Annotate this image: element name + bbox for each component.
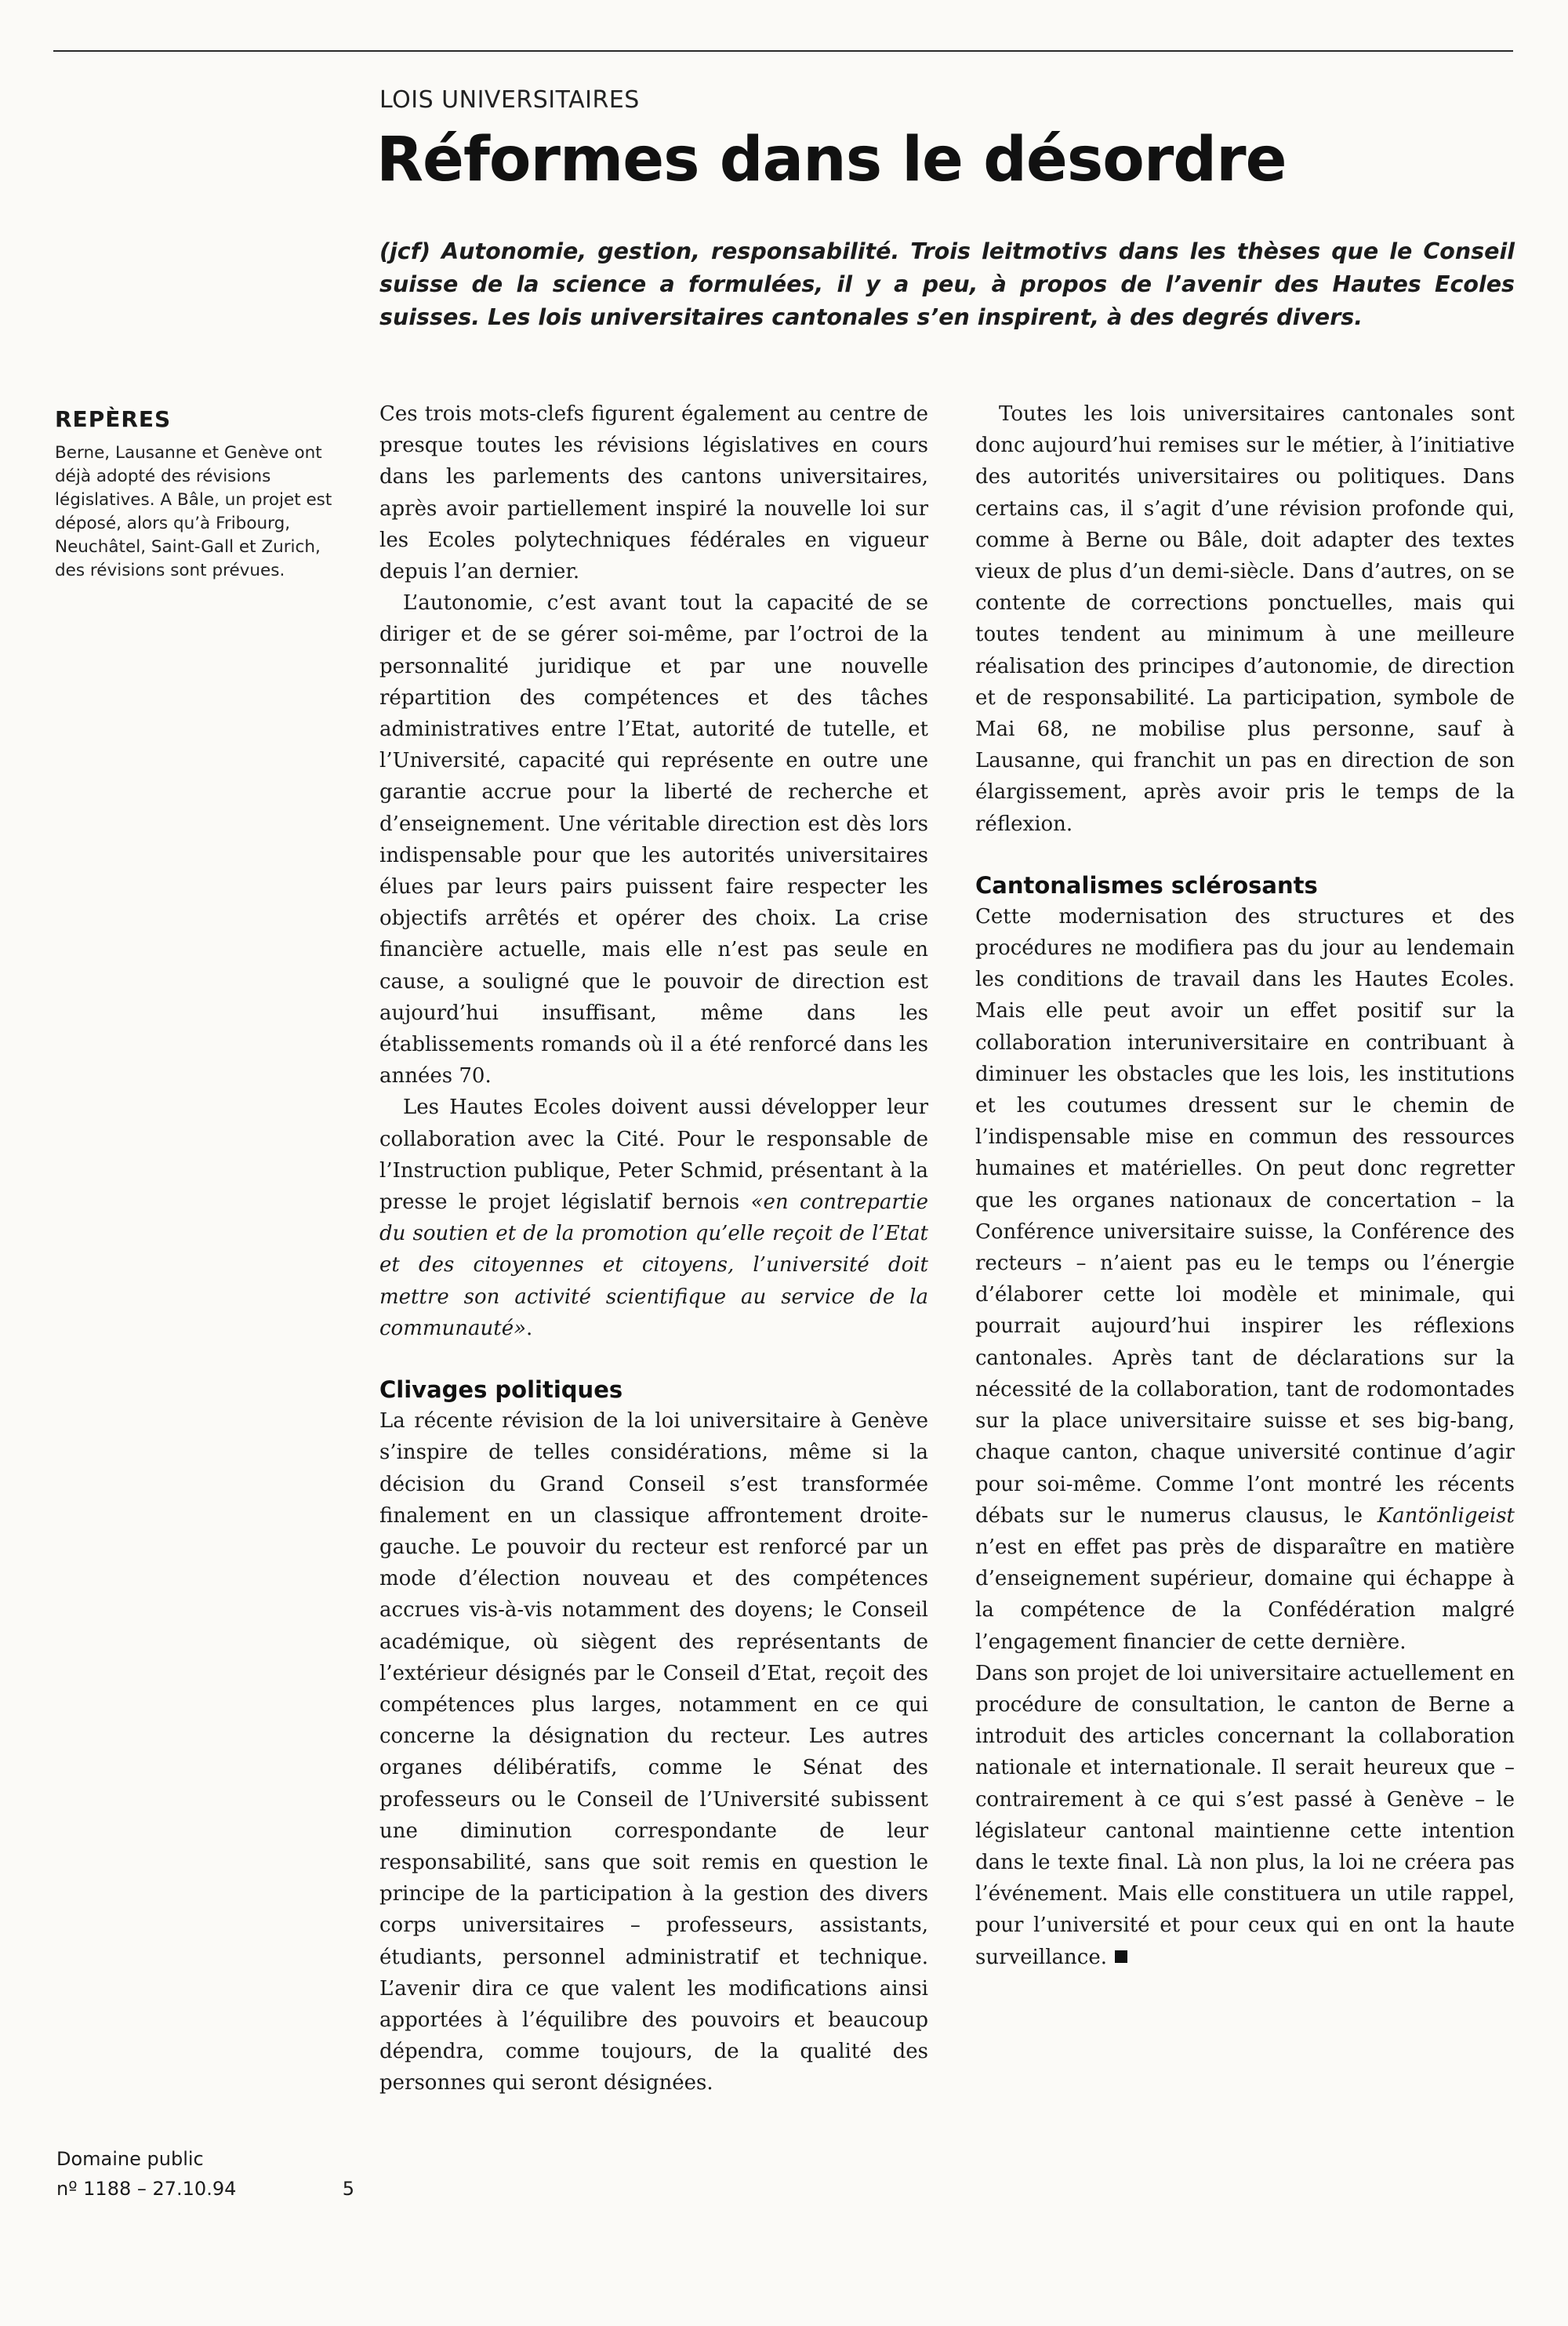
- publication-name: Domaine public: [56, 2148, 204, 2170]
- quote: «en contrepartie du soutien et de la promotion qu’elle reçoit de l’Etat et des citoyennes et citoyens, l’université doit mettre son activité scientifique au service de la communauté»: [379, 1190, 928, 1340]
- footer-issue-row: [56, 2174, 354, 2204]
- page-footer: [56, 2144, 354, 2204]
- subheading-clivages: Clivages politiques: [379, 1376, 623, 1404]
- issue-number: nº 1188 – 27.10.94: [56, 2178, 237, 2200]
- paragraph-text: n’est en effet pas près de disparaître en matière d’enseignement supérieur, domaine qui échappe à la compétence de la Confédération malgré l’engagement financier de cette dernière.: [975, 1535, 1515, 1654]
- section-kicker: LOIS UNIVERSITAIRES: [379, 86, 640, 114]
- sidebar-heading: REPÈRES: [55, 406, 172, 432]
- top-rule: [53, 50, 1513, 52]
- paragraph: Toutes les lois universitaires cantonales sont donc aujourd’hui remises sur le métier, à l’initiative des autorités universitaires ou politiques. Dans certains cas, il s’agit d’une révision profonde qui, comme à Berne ou Bâle, doit adapter des textes vieux de plus d’un demi-siècle. Dans d’autres, on se contente de corrections ponctuelles, mais qui toutes tendent au minimum à une meilleure réalisation des principes d’autonomie, de direction et de responsabilité. La participation, symbole de Mai 68, ne mobilise plus personne, sauf à Lausanne, qui franchit un pas en direction de son élargissement, après avoir pris le temps de la réflexion.: [975, 402, 1515, 836]
- italic-term: Kantönligeist: [1377, 1503, 1515, 1528]
- article-column-1: [379, 398, 928, 2099]
- paragraph-text: .: [526, 1316, 533, 1340]
- paragraph: La récente révision de la loi universitaire à Genève s’inspire de telles considérations, même si la décision du Grand Conseil s’est transformée finalement en un classique affrontement droite-gauche. Le pouvoir du recteur est renforcé par un mode d’élection nouveau et des compétences accrues vis-à-vis notamment des doyens; le Conseil académique, où siègent des représentants de l’extérieur désignés par le Conseil d’Etat, reçoit des compétences plus larges, notamment en ce qui concerne la désignation du recteur. Les autres organes délibératifs, comme le Sénat des professeurs ou le Conseil de l’Université subissent une diminution correspondante de leur responsabilité, sans que soit remis en question le principe de la participation à la gestion des divers corps universitaires – professeurs, assistants, étudiants, personnel administratif et technique. L’avenir dira ce que valent les modifications ainsi apportées à l’équilibre des pouvoirs et beaucoup dépendra, comme toujours, de la qualité des personnes qui seront désignées.: [379, 1409, 928, 2095]
- paragraph-text: Cette modernisation des structures et des procédures ne modifiera pas du jour au lendemain les conditions de travail dans les Hautes Ecoles. Mais elle peut avoir un effet positif sur la collaboration interuniversitaire en contribuant à diminuer les obstacles que les lois, les institutions et les coutumes dressent sur le chemin de l’indispensable mise en commun des ressources humaines et matérielles. On peut donc regretter que les organes nationaux de concertation – la Conférence universitaire suisse, la Conférence des recteurs – n’aient pas eu le temps ou l’énergie d’élaborer cette loi modèle et minimale, qui pourrait aujourd’hui inspirer les réflexions cantonales. Après tant de déclarations sur la nécessité de la collaboration, tant de rodomontades sur la place universitaire suisse et ses big-bang, chaque canton, chaque université continue d’agir pour soi-même. Comme l’ont montré les récents débats sur le numerus clausus, le: [975, 904, 1515, 1528]
- end-of-article-mark: [1115, 1950, 1127, 1963]
- sidebar-text: Berne, Lausanne et Genève ont déjà adopté des révisions législatives. A Bâle, un projet est déposé, alors qu’à Fribourg, Neuchâtel, Saint-Gall et Zurich, des révisions sont prévues.: [55, 443, 332, 580]
- paragraph: L’autonomie, c’est avant tout la capacité de se diriger et de se gérer soi-même, par l’octroi de la personnalité juridique et par une nouvelle répartition des compétences et des tâches administratives entre l’Etat, autorité de tutelle, et l’Université, capacité qui représente en outre une garantie accrue pour la liberté de recherche et d’enseignement. Une véritable direction est dès lors indispensable pour que les autorités universitaires élues par leurs pairs puissent faire respecter les objectifs arrêtés et opérer des choix. La crise financière actuelle, mais elle n’est pas seule en cause, a souligné que le pouvoir de direction est aujourd’hui insuffisant, même dans les établissements romands où il a été renforcé dans les années 70.: [379, 591, 928, 1088]
- paragraph-text: Les Hautes Ecoles doivent aussi développer leur collaboration avec la Cité. Pour le responsable de l’Instruction publique, Peter Schmid, présentant à la presse le projet législatif bernois: [379, 1096, 928, 1215]
- paragraph-text: Dans son projet de loi universitaire actuellement en procédure de consultation, le canton de Berne a introduit des articles concernant la collaboration nationale et internationale. Il serait heureux que – contrairement à ce qui s’est passé à Genève – le législateur cantonal maintienne cette intention dans le texte final. Là non plus, la loi ne créera pas l’événement. Mais elle constituera un utile rappel, pour l’université et pour ceux qui en ont la haute surveillance.: [975, 1661, 1515, 1969]
- page-number: 5: [342, 2178, 354, 2200]
- paragraph: Ces trois mots-clefs figurent également au centre de presque toutes les révisions législatives en cours dans les parlements des cantons universitaires, après avoir partiellement inspiré la nouvelle loi sur les Ecoles polytechniques fédérales en vigueur depuis l’an dernier.: [379, 402, 928, 584]
- article-lede: (jcf) Autonomie, gestion, responsabilité. Trois leitmotivs dans les thèses que le Conseil suisse de la science a formulées, il y a peu, à propos de l’avenir des Hautes Ecoles suisses. Les lois universitaires cantonales s’en inspirent, à des degrés divers.: [379, 238, 1515, 330]
- paragraph: [379, 1092, 928, 1344]
- subheading-cantonalismes: Cantonalismes sclérosants: [975, 871, 1318, 899]
- sidebar-reperes: [55, 406, 337, 583]
- article-column-2: [975, 398, 1515, 1973]
- article-title: Réformes dans le désordre: [376, 125, 1287, 195]
- paragraph: [975, 901, 1515, 1658]
- paragraph: [975, 1658, 1515, 1973]
